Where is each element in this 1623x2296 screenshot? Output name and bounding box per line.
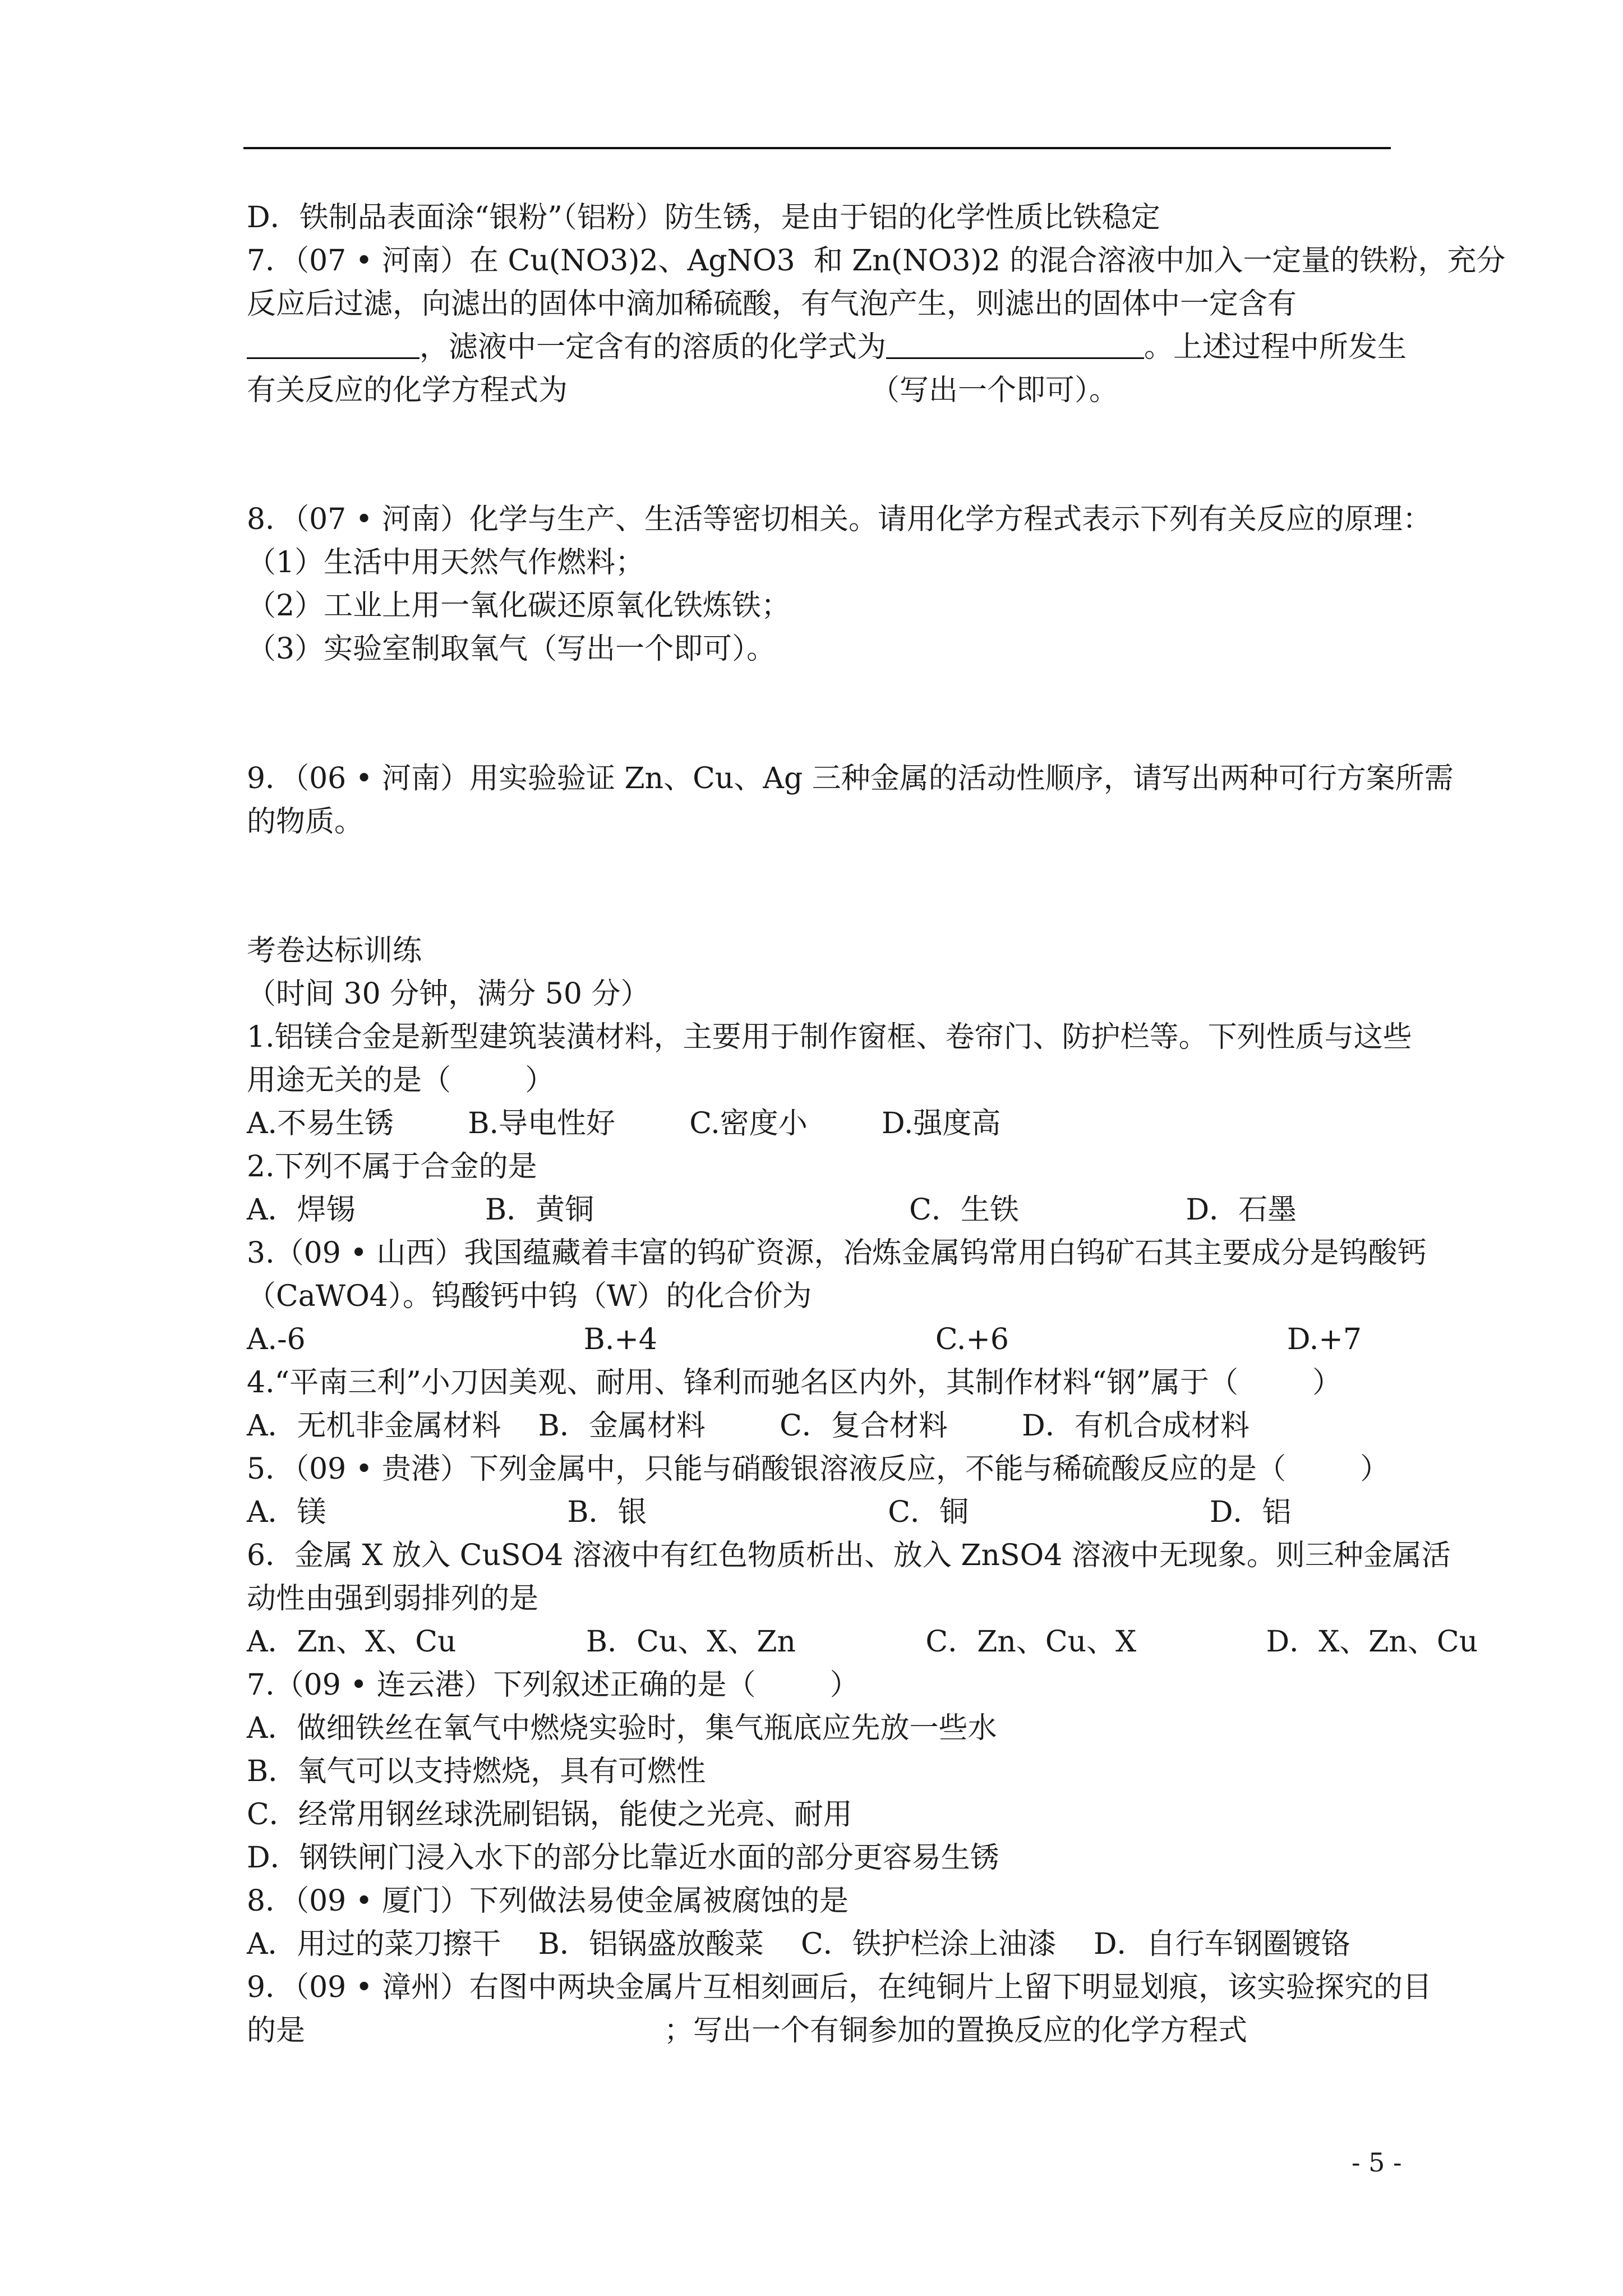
text-line: 反应后过滤，向滤出的固体中滴加稀硫酸，有气泡产生，则滤出的固体中一定含有 [247, 287, 1297, 321]
text-line: （3）实验室制取氧气（写出一个即可）。 [247, 632, 776, 666]
text-segment: ，滤液中一定含有的溶质的化学式为 [419, 330, 887, 364]
answer-blank[interactable] [247, 330, 419, 359]
header-rule [243, 147, 1391, 149]
text-line [247, 329, 1407, 365]
text-line: 8．（09 • 厦门）下列做法易使金属被腐蚀的是 [247, 1884, 849, 1918]
text-line: A．用过的菜刀擦干 B．铝锅盛放酸菜 C．铁护栏涂上油漆 D．自行车钢圈镀铬 [247, 1927, 1350, 1961]
text-line: 8．（07 • 河南）化学与生产、生活等密切相关。请用化学方程式表示下列有关反应的原理： [247, 503, 1432, 536]
text-line: （2）工业上用一氧化碳还原氧化铁炼铁； [247, 589, 791, 623]
text-segment: 。上述过程中所发生 [1144, 330, 1407, 364]
text-line: B．氧气可以支持燃烧，具有可燃性 [247, 1755, 706, 1788]
text-line: 4.“平南三利”小刀因美观、耐用、锋利而驰名区内外，其制作材料“钢”属于（ ） [247, 1366, 1342, 1400]
text-segment: 的是 [247, 2014, 306, 2047]
text-line: （CaWO4）。钨酸钙中钨（W）的化合价为 [247, 1280, 812, 1313]
text-line: A．镁 B．银 C．铜 D．铝 [247, 1496, 1292, 1529]
text-segment: （写出一个即可）。 [870, 374, 1119, 407]
text-line: 用途无关的是（ ） [247, 1064, 555, 1097]
text-line: A．焊锡 B．黄铜 C．生铁 D．石墨 [247, 1193, 1297, 1227]
text-line: A.不易生锈 B.导电性好 C.密度小 D.强度高 [247, 1107, 1001, 1140]
text-line: 的物质。 [247, 805, 364, 839]
text-line: 7．（07 • 河南）在 Cu(NO3)2、AgNO3 和 Zn(NO3)2 的混合溶液中加入一定量的铁粉，充分 [247, 244, 1506, 278]
text-line [247, 372, 1118, 408]
text-line: A．做细铁丝在氧气中燃烧实验时，集气瓶底应先放一些水 [247, 1711, 997, 1745]
section-title: 考卷达标训练 [247, 934, 422, 968]
text-line: 3.（09 • 山西）我国蕴藏着丰富的钨矿资源，冶炼金属钨常用白钨矿石其主要成分是钨酸钙 [247, 1236, 1427, 1270]
text-line: C．经常用钢丝球洗刷铝锅，能使之光亮、耐用 [247, 1798, 852, 1832]
text-line: 9．（06 • 河南）用实验验证 Zn、Cu、Ag 三种金属的活动性顺序，请写出两种可行方案所需 [247, 762, 1454, 795]
text-line: D．铁制品表面涂“银粉”（铝粉）防生锈，是由于铝的化学性质比铁稳定 [247, 201, 1160, 234]
text-line [247, 2013, 1247, 2049]
answer-blank[interactable] [886, 330, 1144, 359]
text-line: A.-6 B.+4 C.+6 D.+7 [247, 1323, 1362, 1356]
text-line: （时间 30 分钟，满分 50 分） [247, 977, 650, 1011]
text-line: 7.（09 • 连云港）下列叙述正确的是（ ） [247, 1668, 859, 1702]
text-line: 9．（09 • 漳州）右图中两块金属片互相刻画后，在纯铜片上留下明显划痕，该实验探究的目 [247, 1971, 1432, 2004]
text-segment: ；写出一个有铜参加的置换反应的化学方程式 [664, 2014, 1248, 2047]
text-line: 2.下列不属于合金的是 [247, 1150, 537, 1184]
text-line: A．Zn、X、Cu B．Cu、X、Zn C．Zn、Cu、X D．X、Zn、Cu [247, 1625, 1478, 1659]
text-line: （1）生活中用天然气作燃料； [247, 546, 645, 579]
page-number: - 5 - [1352, 2147, 1402, 2178]
text-segment: 有关反应的化学方程式为 [247, 374, 568, 407]
text-line: 6．金属 X 放入 CuSO4 溶液中有红色物质析出、放入 ZnSO4 溶液中无现象。则三种金属活 [247, 1539, 1451, 1572]
text-line: 动性由强到弱排列的是 [247, 1582, 539, 1616]
text-line: A．无机非金属材料 B．金属材料 C．复合材料 D．有机合成材料 [247, 1409, 1249, 1443]
text-line: 1.铝镁合金是新型建筑装潢材料，主要用于制作窗框、卷帘门、防护栏等。下列性质与这些 [247, 1020, 1412, 1054]
text-line: 5．（09 • 贵港）下列金属中，只能与硝酸银溶液反应，不能与稀硫酸反应的是（ ） [247, 1452, 1390, 1486]
text-line: D．钢铁闸门浸入水下的部分比靠近水面的部分更容易生锈 [247, 1841, 999, 1875]
